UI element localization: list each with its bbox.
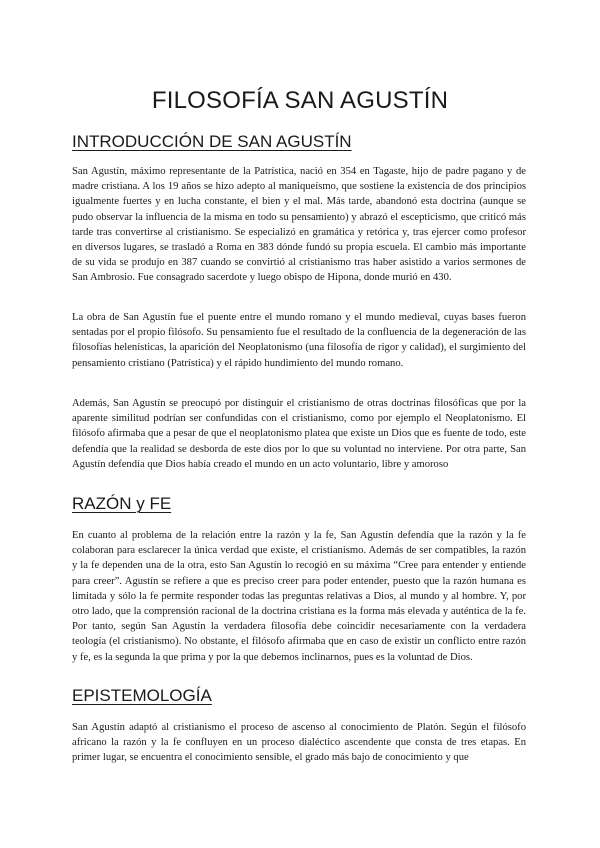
section-heading-razon-fe: RAZÓN y FE xyxy=(72,494,172,513)
paragraph: En cuanto al problema de la relación entre la razón y la fe, San Agustín defendía que la razón y la fe colaboran para esclarecer la única verdad que existe, el cristianismo. Además de ser compatibles, la razón y la fe dependen una de la otra, esto San Agustín lo recogió en su máxima “Cree para entender y entiende para creer”. Agustín se refiere a que es preciso creer para poder entender, puesto que la razón humana es limitada y sólo la fe permite responder todas las preguntas relativas a Dios, al mundo y al hombre. Y, por otro lado, que la comprensión racional de la doctrina cristiana es la forma más elevada y auténtica de la fe. Por tanto, según San Agustín la verdadera filosofía debe coincidir necesariamente con la verdadera teología (el cristianismo). No obstante, el filósofo afirmaba que en caso de existir un conflicto entre razón y fe, es la segunda la que prima y por la que debemos inclinarnos, pues es la voluntad de Dios. xyxy=(72,530,526,663)
paragraph: San Agustín, máximo representante de la Patrística, nació en 354 en Tagaste, hijo de padre pagano y de madre cristiana. A los 19 años se hizo adepto al maniqueísmo, que sostiene la existencia de dos principios igualmente fuertes y en lucha constante, el bien y el mal. Más tarde, abandonó esta doctrina (aunque se pudo observar la influencia de la misma en todo su pensamiento) y abrazó el escepticismo, que criticó más tarde tras convertirse al cristianismo. Se especializó en gramática y retórica y, tras ejercer como profesor en diversos lugares, se trasladó a Roma en 383 dónde fundó su propia escuela. El cambio más importante de su vida se produjo en 387 cuando se convirtió al cristianismo tras haber asistido a varios sermones de San Ambrosio. Fue consagrado sacerdote y luego obispo de Hipona, donde murió en 430. xyxy=(72,166,526,284)
paragraph: La obra de San Agustín fue el puente entre el mundo romano y el mundo medieval, cuyas bases fueron sentadas por el propio filósofo. Su pensamiento fue el resultado de la confluencia de la degeneración de las filosofías helenísticas, la aparición del Neoplatonismo (una filosofía de rigor y calidad), el surgimiento del pensamiento cristiano (Patrística) y el rápido hundimiento del mundo romano. xyxy=(72,312,526,369)
paragraph: San Agustín adaptó al cristianismo el proceso de ascenso al conocimiento de Platón. Según el filósofo africano la razón y la fe confluyen en un proceso dialéctico ascendente que consta de tres etapas. En primer lugar, se encuentra el conocimiento sensible, el grado más bajo de conocimiento y que xyxy=(72,722,526,764)
document-title: FILOSOFÍA SAN AGUSTÍN xyxy=(151,87,449,114)
section-heading-epistemologia: EPISTEMOLOGÍA xyxy=(72,686,212,705)
section-heading-introduccion: INTRODUCCIÓN DE SAN AGUSTÍN xyxy=(72,132,352,151)
paragraph: Además, San Agustín se preocupó por distinguir el cristianismo de otras doctrinas filosóficas que por la aparente similitud podrían ser confundidas con el cristianismo, como por ejemplo el Neoplatonismo. El filósofo afirmaba que a pesar de que el neoplatonismo platea que existe un Dios que es fuente de todo, este defendía que la realidad se desborda de este dios por lo que su voluntad no interviene. Por otra parte, San Agustín defendía que Dios había creado el mundo en un acto voluntario, libre y amoroso xyxy=(72,398,526,470)
